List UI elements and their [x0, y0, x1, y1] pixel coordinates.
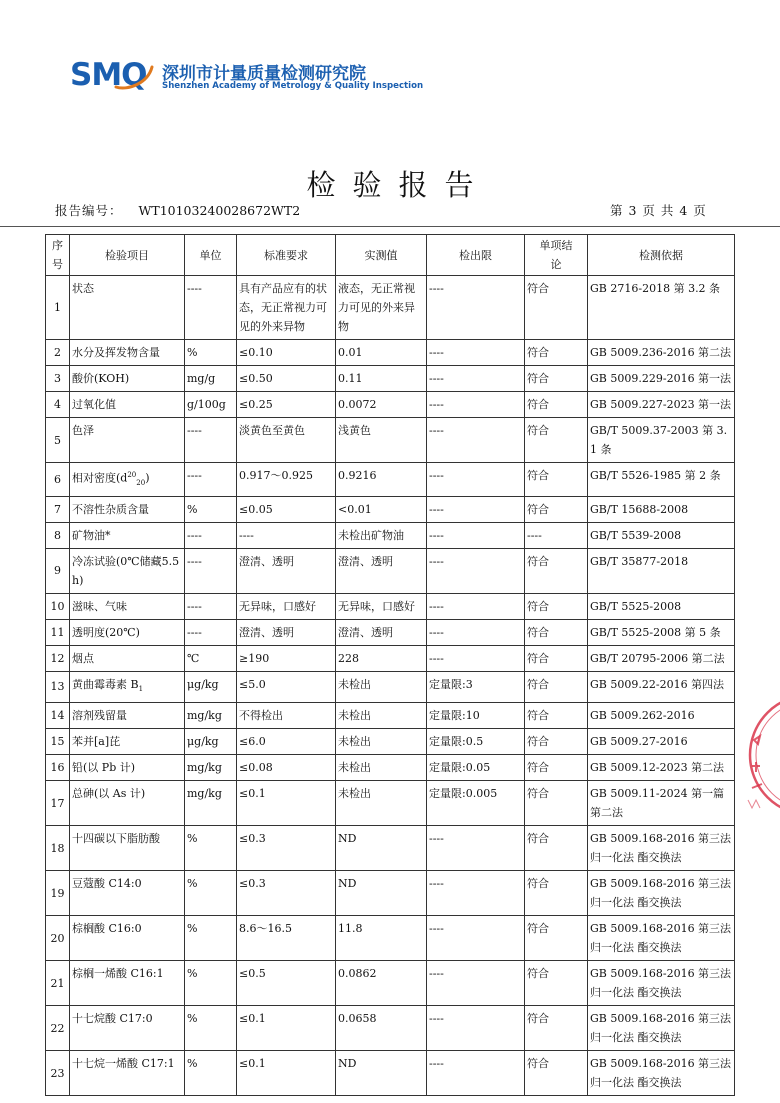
logo-swoosh-icon — [108, 61, 154, 91]
test-item: 十四碳以下脂肪酸 — [70, 826, 185, 871]
detection-limit: 定量限:0.005 — [427, 781, 525, 826]
test-item-text: 相对密度 — [72, 471, 116, 485]
standard-requirement: ≤0.3 — [237, 826, 336, 871]
item-conclusion: 符合 — [525, 276, 588, 340]
standard-requirement: 0.917～0.925 — [237, 463, 336, 497]
table-row — [46, 781, 735, 826]
item-conclusion: 符合 — [525, 781, 588, 826]
test-item — [70, 463, 185, 497]
standard-requirement: ≤0.25 — [237, 392, 336, 418]
detection-limit: ---- — [427, 619, 525, 645]
unit: ---- — [185, 463, 237, 497]
column-header: 单项结论 — [525, 235, 588, 276]
measured-value: 0.0658 — [336, 1006, 427, 1051]
item-conclusion: 符合 — [525, 1051, 588, 1096]
unit: % — [185, 340, 237, 366]
measured-value: <0.01 — [336, 496, 427, 522]
standard-requirement: ≤0.50 — [237, 366, 336, 392]
row-number: 22 — [46, 1006, 70, 1051]
unit: ---- — [185, 522, 237, 548]
unit: ---- — [185, 548, 237, 593]
unit: % — [185, 871, 237, 916]
test-item-text: 黄曲霉毒素 B — [72, 677, 139, 691]
test-item — [70, 671, 185, 702]
table-row — [46, 340, 735, 366]
standard-requirement: ≤0.10 — [237, 340, 336, 366]
standard-requirement: 无异味，口感好 — [237, 593, 336, 619]
detection-limit: ---- — [427, 593, 525, 619]
measured-value: 11.8 — [336, 916, 427, 961]
test-method: GB/T 5009.37-2003 第 3.1 条 — [588, 418, 735, 463]
test-method: GB/T 20795-2006 第二法 — [588, 645, 735, 671]
measured-value: 液态，无正常视力可见的外来异物 — [336, 276, 427, 340]
test-method: GB 2716-2018 第 3.2 条 — [588, 276, 735, 340]
row-number: 5 — [46, 418, 70, 463]
row-number: 9 — [46, 548, 70, 593]
standard-requirement: 不得检出 — [237, 703, 336, 729]
test-method: GB 5009.22-2016 第四法 — [588, 671, 735, 702]
test-item: 状态 — [70, 276, 185, 340]
measured-value: 未检出 — [336, 755, 427, 781]
table-row — [46, 366, 735, 392]
unit: mg/kg — [185, 781, 237, 826]
item-conclusion: 符合 — [525, 548, 588, 593]
detection-limit: ---- — [427, 418, 525, 463]
item-conclusion: 符合 — [525, 645, 588, 671]
test-method: GB 5009.11-2024 第一篇 第二法 — [588, 781, 735, 826]
measured-value: 未检出 — [336, 729, 427, 755]
subscript: 20 — [136, 478, 146, 487]
standard-requirement: ≤0.1 — [237, 781, 336, 826]
column-header: 标准要求 — [237, 235, 336, 276]
test-item: 棕榈酸 C16:0 — [70, 916, 185, 961]
standard-requirement: ≤5.0 — [237, 671, 336, 702]
row-number: 10 — [46, 593, 70, 619]
item-conclusion: 符合 — [525, 496, 588, 522]
standard-requirement: 8.6～16.5 — [237, 916, 336, 961]
column-header: 检出限 — [427, 235, 525, 276]
unit: g/100g — [185, 392, 237, 418]
table-row — [46, 916, 735, 961]
table-row — [46, 418, 735, 463]
unit: ℃ — [185, 645, 237, 671]
detection-limit: ---- — [427, 961, 525, 1006]
detection-limit: 定量限:0.05 — [427, 755, 525, 781]
column-header: 单位 — [185, 235, 237, 276]
standard-requirement: ≤6.0 — [237, 729, 336, 755]
unit: mg/kg — [185, 755, 237, 781]
test-method: GB 5009.12-2023 第二法 — [588, 755, 735, 781]
row-number: 8 — [46, 522, 70, 548]
detection-limit: ---- — [427, 1006, 525, 1051]
test-item: 冷冻试验(0℃储藏5.5h) — [70, 548, 185, 593]
column-header: 实测值 — [336, 235, 427, 276]
standard-requirement: 澄清、透明 — [237, 548, 336, 593]
detection-limit: 定量限:10 — [427, 703, 525, 729]
measured-value: 未检出 — [336, 781, 427, 826]
test-method: GB 5009.236-2016 第二法 — [588, 340, 735, 366]
detection-limit: ---- — [427, 340, 525, 366]
table-row — [46, 1051, 735, 1096]
detection-limit: ---- — [427, 826, 525, 871]
test-method: GB/T 15688-2008 — [588, 496, 735, 522]
table-row — [46, 703, 735, 729]
unit: μg/kg — [185, 729, 237, 755]
test-method: GB 5009.229-2016 第一法 — [588, 366, 735, 392]
table-row — [46, 729, 735, 755]
table-row — [46, 619, 735, 645]
row-number: 12 — [46, 645, 70, 671]
unit: % — [185, 1051, 237, 1096]
unit: mg/kg — [185, 703, 237, 729]
table-row — [46, 593, 735, 619]
test-item: 总砷(以 As 计) — [70, 781, 185, 826]
test-item: 不溶性杂质含量 — [70, 496, 185, 522]
row-number: 3 — [46, 366, 70, 392]
item-conclusion: 符合 — [525, 619, 588, 645]
subscript: 1 — [138, 685, 144, 694]
item-conclusion: ---- — [525, 522, 588, 548]
standard-requirement: ≤0.1 — [237, 1006, 336, 1051]
item-conclusion: 符合 — [525, 593, 588, 619]
item-conclusion: 符合 — [525, 729, 588, 755]
test-method: GB/T 35877-2018 — [588, 548, 735, 593]
row-number: 7 — [46, 496, 70, 522]
standard-requirement: ≤0.1 — [237, 1051, 336, 1096]
test-method: GB 5009.262-2016 — [588, 703, 735, 729]
measured-value: 0.9216 — [336, 463, 427, 497]
item-conclusion: 符合 — [525, 871, 588, 916]
table-row — [46, 463, 735, 497]
table-row — [46, 645, 735, 671]
test-item: 矿物油* — [70, 522, 185, 548]
unit: mg/g — [185, 366, 237, 392]
unit: ---- — [185, 619, 237, 645]
measured-value: 0.0862 — [336, 961, 427, 1006]
row-number: 17 — [46, 781, 70, 826]
item-conclusion: 符合 — [525, 366, 588, 392]
detection-limit: ---- — [427, 645, 525, 671]
measured-value: 0.01 — [336, 340, 427, 366]
test-method: GB/T 5525-2008 — [588, 593, 735, 619]
test-item: 滋味、气味 — [70, 593, 185, 619]
org-name-en: Shenzhen Academy of Metrology & Quality Inspection — [162, 81, 424, 91]
test-item: 酸价(KOH) — [70, 366, 185, 392]
detection-limit: ---- — [427, 548, 525, 593]
table-row — [46, 871, 735, 916]
detection-limit: ---- — [427, 1051, 525, 1096]
table-row — [46, 276, 735, 340]
report-number-label: 报告编号： — [55, 203, 123, 218]
test-method: GB 5009.168-2016 第三法 归一化法 酯交换法 — [588, 1006, 735, 1051]
row-number: 6 — [46, 463, 70, 497]
detection-limit: ---- — [427, 916, 525, 961]
standard-requirement: ---- — [237, 522, 336, 548]
table-header-row — [46, 235, 735, 276]
row-number: 15 — [46, 729, 70, 755]
measured-value: 澄清、透明 — [336, 619, 427, 645]
test-method: GB 5009.168-2016 第三法 归一化法 酯交换法 — [588, 1051, 735, 1096]
measured-value: 未检出矿物油 — [336, 522, 427, 548]
density-symbol: (d — [116, 471, 128, 485]
row-number: 19 — [46, 871, 70, 916]
test-method: GB 5009.168-2016 第三法 归一化法 酯交换法 — [588, 826, 735, 871]
test-item: 苯并[a]芘 — [70, 729, 185, 755]
table-row — [46, 755, 735, 781]
test-method: GB 5009.168-2016 第三法 归一化法 酯交换法 — [588, 871, 735, 916]
detection-limit: ---- — [427, 276, 525, 340]
column-header: 检测依据 — [588, 235, 735, 276]
unit: ---- — [185, 418, 237, 463]
inspection-seal-stamp — [738, 680, 780, 830]
detection-limit: ---- — [427, 522, 525, 548]
standard-requirement: 澄清、透明 — [237, 619, 336, 645]
row-number: 11 — [46, 619, 70, 645]
table-row — [46, 671, 735, 702]
measured-value: 无异味，口感好 — [336, 593, 427, 619]
row-number: 4 — [46, 392, 70, 418]
standard-requirement: 淡黄色至黄色 — [237, 418, 336, 463]
table-row — [46, 392, 735, 418]
detection-limit: ---- — [427, 871, 525, 916]
test-item: 水分及挥发物含量 — [70, 340, 185, 366]
row-number: 21 — [46, 961, 70, 1006]
unit: % — [185, 496, 237, 522]
unit: % — [185, 916, 237, 961]
table-row — [46, 961, 735, 1006]
table-row — [46, 522, 735, 548]
standard-requirement: ≤0.08 — [237, 755, 336, 781]
measured-value: 澄清、透明 — [336, 548, 427, 593]
test-item: 色泽 — [70, 418, 185, 463]
test-item: 豆蔻酸 C14:0 — [70, 871, 185, 916]
measured-value: ND — [336, 826, 427, 871]
table-row — [46, 1006, 735, 1051]
table-row — [46, 826, 735, 871]
item-conclusion: 符合 — [525, 1006, 588, 1051]
standard-requirement: ≥190 — [237, 645, 336, 671]
item-conclusion: 符合 — [525, 418, 588, 463]
detection-limit: 定量限:0.5 — [427, 729, 525, 755]
row-number: 13 — [46, 671, 70, 702]
measured-value: 228 — [336, 645, 427, 671]
row-number: 2 — [46, 340, 70, 366]
column-header: 检验项目 — [70, 235, 185, 276]
test-item: 过氧化值 — [70, 392, 185, 418]
paren-close: ) — [145, 471, 150, 485]
unit: % — [185, 961, 237, 1006]
test-item: 透明度(20℃) — [70, 619, 185, 645]
standard-requirement: ≤0.5 — [237, 961, 336, 1006]
test-item: 溶剂残留量 — [70, 703, 185, 729]
column-header: 序号 — [46, 235, 70, 276]
unit: ---- — [185, 276, 237, 340]
test-method: GB/T 5539-2008 — [588, 522, 735, 548]
report-number — [55, 201, 300, 219]
measured-value: 未检出 — [336, 671, 427, 702]
detection-limit: ---- — [427, 366, 525, 392]
row-number: 18 — [46, 826, 70, 871]
superscript: 20 — [127, 471, 137, 479]
standard-requirement: 具有产品应有的状态，无正常视力可见的外来异物 — [237, 276, 336, 340]
row-number: 20 — [46, 916, 70, 961]
test-item: 棕榈一烯酸 C16:1 — [70, 961, 185, 1006]
standard-requirement: ≤0.05 — [237, 496, 336, 522]
table-row — [46, 548, 735, 593]
detection-limit: ---- — [427, 496, 525, 522]
measured-value: 0.11 — [336, 366, 427, 392]
measured-value: 未检出 — [336, 703, 427, 729]
row-number: 23 — [46, 1051, 70, 1096]
unit: % — [185, 826, 237, 871]
test-item: 烟点 — [70, 645, 185, 671]
row-number: 14 — [46, 703, 70, 729]
item-conclusion: 符合 — [525, 671, 588, 702]
item-conclusion: 符合 — [525, 703, 588, 729]
item-conclusion: 符合 — [525, 961, 588, 1006]
test-method: GB/T 5526-1985 第 2 条 — [588, 463, 735, 497]
item-conclusion: 符合 — [525, 826, 588, 871]
test-item: 十七烷酸 C17:0 — [70, 1006, 185, 1051]
detection-limit: ---- — [427, 463, 525, 497]
measured-value: 浅黄色 — [336, 418, 427, 463]
page-indicator: 第 3 页 共 4 页 — [610, 203, 707, 218]
report-number-value: WT10103240028672WT2 — [138, 203, 301, 218]
item-conclusion: 符合 — [525, 392, 588, 418]
unit: % — [185, 1006, 237, 1051]
test-method: GB 5009.27-2016 — [588, 729, 735, 755]
row-number: 1 — [46, 276, 70, 340]
test-item: 铅(以 Pb 计) — [70, 755, 185, 781]
item-conclusion: 符合 — [525, 340, 588, 366]
item-conclusion: 符合 — [525, 755, 588, 781]
results-table — [45, 234, 735, 1096]
test-method: GB 5009.227-2023 第一法 — [588, 392, 735, 418]
org-logo — [70, 57, 424, 101]
unit: ---- — [185, 593, 237, 619]
org-name-cn: 深圳市计量质量检测研究院 — [162, 64, 366, 84]
table-row — [46, 496, 735, 522]
logo-mark: SMQ — [70, 57, 147, 93]
item-conclusion: 符合 — [525, 916, 588, 961]
item-conclusion: 符合 — [525, 463, 588, 497]
row-number: 16 — [46, 755, 70, 781]
test-item: 十七烷一烯酸 C17:1 — [70, 1051, 185, 1096]
detection-limit: 定量限:3 — [427, 671, 525, 702]
unit: μg/kg — [185, 671, 237, 702]
test-method: GB 5009.168-2016 第三法 归一化法 酯交换法 — [588, 961, 735, 1006]
report-title: 检验报告 — [306, 168, 491, 202]
detection-limit: ---- — [427, 392, 525, 418]
test-method: GB/T 5525-2008 第 5 条 — [588, 619, 735, 645]
measured-value: ND — [336, 871, 427, 916]
test-method: GB 5009.168-2016 第三法 归一化法 酯交换法 — [588, 916, 735, 961]
header-divider — [0, 226, 780, 227]
measured-value: 0.0072 — [336, 392, 427, 418]
standard-requirement: ≤0.3 — [237, 871, 336, 916]
measured-value: ND — [336, 1051, 427, 1096]
